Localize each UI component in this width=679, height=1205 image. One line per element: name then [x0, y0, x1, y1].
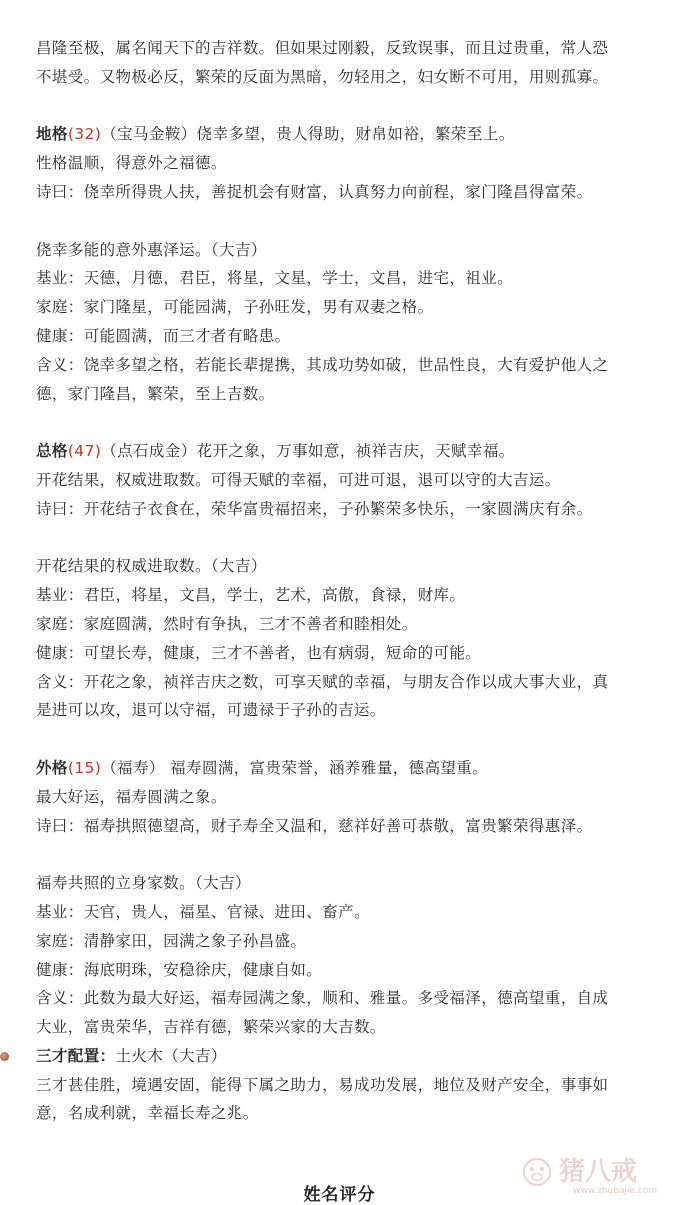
section-head-label: 地格: [36, 125, 68, 144]
section-number: (32): [67, 125, 102, 144]
section-line: 诗曰：福寿拱照德望高，财子寿全又温和，慈祥好善可恭敬，富贵繁荣得惠泽。: [36, 816, 593, 835]
section-line: 性格温顺，得意外之福德。: [36, 154, 227, 173]
section-head-text: （宝马金鞍）侥幸多望，贵人得助，财帛如裕，繁荣至上。: [101, 125, 515, 144]
section-line: 基业：天官，贵人，福星、官禄、进田、畜产。: [36, 902, 370, 921]
section-line: 健康：海底明珠，安稳徐庆，健康自如。: [36, 960, 323, 979]
pig-face-icon: [524, 1159, 550, 1185]
watermark-brand: 猪八戒: [559, 1157, 638, 1187]
section-line: 开花结果，权威进取数。可得天赋的幸福，可进可退，退可以守的大吉运。: [36, 470, 561, 489]
section-line: 德，家门隆昌，繁荣，至上吉数。: [36, 384, 275, 403]
sancai-head-label: 三才配置：: [36, 1046, 116, 1065]
section-head-text: （福寿） 福寿圆满，富贵荣誉，涵养雅量，德高望重。: [101, 758, 489, 777]
section-line: 健康：可望长寿，健康，三才不善者，也有病弱，短命的可能。: [36, 643, 482, 662]
section-diage: [36, 120, 666, 408]
section-heading: [36, 120, 666, 149]
section-line: 是进可以攻，退可以守福，可遗禄于子孙的吉运。: [36, 701, 386, 720]
section-line: 家庭：清静家田，园满之象子孙昌盛。: [36, 931, 307, 950]
section-heading: [36, 754, 666, 783]
section-line: 诗曰：开花结子衣食在，荣华富贵福招来，子孙繁荣多快乐，一家圆满庆有余。: [36, 499, 593, 518]
sancai-head-text: 土火木（大吉）: [115, 1046, 227, 1065]
document-body: [36, 0, 666, 1128]
section-line: 三才甚佳胜，境遇安固，能得下属之助力，易成功发展，地位及财产安全，事事如: [36, 1075, 609, 1094]
section-waige: [36, 754, 666, 1042]
section-zongge: [36, 437, 666, 725]
section-line: 基业：君臣，将星，文昌，学士，艺术，高傲，食禄，财库。: [36, 586, 466, 605]
watermark-url: www.zhubajie.com: [573, 1186, 658, 1196]
section-line: 意，名成利就，幸福长寿之兆。: [36, 1104, 259, 1123]
intro-line: 昌隆至极，属名闻天下的吉祥数。但如果过刚毅，反致误事，而且过贵重，常人恐: [36, 39, 609, 57]
section-line: 含义：饶幸多望之格，若能长辈提携，其成功势如破，世品性良，大有爱护他人之: [36, 355, 609, 374]
section-line: 含义：开花之象，祯祥吉庆之数，可享天赋的幸福，与朋友合作以成大事大业，真: [36, 672, 609, 691]
intro-line: 不堪受。又物极必反，繁荣的反面为黑暗，勿轻用之，妇女断不可用，用则孤寡。: [36, 67, 609, 86]
section-line: 家庭：家门隆星，可能园满，子孙旺发，男有双妻之格。: [36, 298, 434, 317]
section-number: (47): [67, 442, 102, 461]
section-sancai: [36, 1042, 666, 1128]
zhubajie-watermark-logo: [521, 1150, 671, 1196]
section-line: 基业：天德，月德，君臣，将星，文星，学士，文昌，进宅，祖业。: [36, 269, 514, 288]
section-line: 大业，富贵荣华，吉祥有德，繁荣兴家的大吉数。: [36, 1018, 386, 1037]
section-line: 最大好运，福寿圆满之象。: [36, 787, 227, 806]
section-line: 福寿共照的立身家数。（大吉）: [36, 874, 251, 893]
section-head-text: （点石成金）花开之象，万事如意，祯祥吉庆，天赋幸福。: [101, 442, 515, 461]
side-bullet-icon: [0, 1052, 9, 1061]
section-head-label: 总格: [36, 442, 68, 461]
section-line: 含义：此数为最大好运，福寿园满之象，顺和、雅量。多受福泽，德高望重，自成: [36, 989, 609, 1008]
section-line: 侥幸多能的意外惠泽运。（大吉）: [36, 240, 267, 259]
section-head-label: 外格: [36, 758, 68, 777]
section-line: 诗曰：侥幸所得贵人扶，善捉机会有财富，认真努力向前程，家门隆昌得富荣。: [36, 182, 593, 201]
section-heading: [36, 437, 666, 466]
section-number: (15): [67, 758, 102, 777]
section-line: 健康：可能圆满，而三才者有略患。: [36, 326, 291, 345]
section-line: 开花结果的权威进取数。（大吉）: [36, 557, 267, 576]
section-heading: [36, 1042, 666, 1071]
section-line: 家庭：家庭圆满，然时有争执，三才不善者和睦相处。: [36, 614, 418, 633]
next-section-title: 姓名评分: [303, 1185, 376, 1205]
